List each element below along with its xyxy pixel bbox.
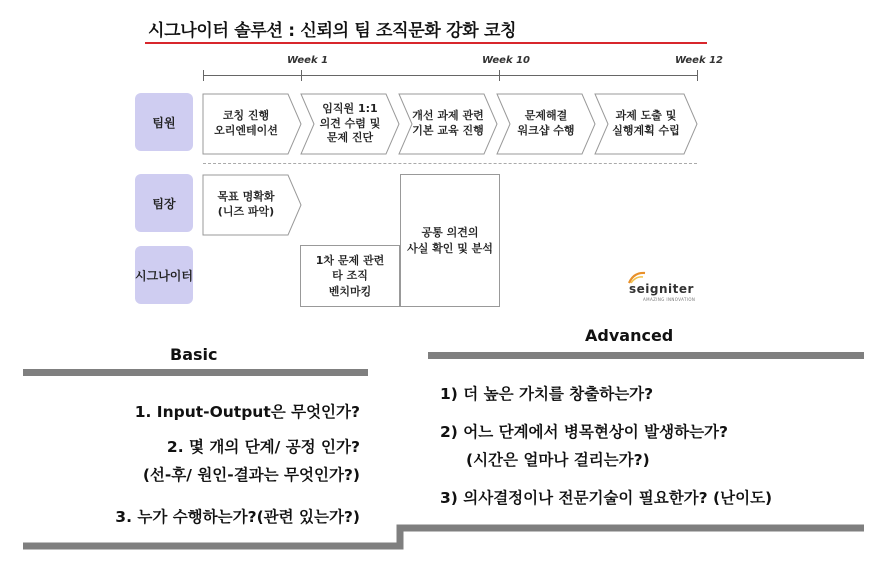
basic-item-3: 3. 누가 수행하는가?(관련 있는가?) xyxy=(115,508,360,526)
week-label-1: Week 1 xyxy=(287,55,329,66)
advanced-item-2-sub: (시간은 얼마나 걸리는가?) xyxy=(466,451,650,469)
role-signiter: 시그나이터 xyxy=(135,246,193,304)
advanced-heading: Advanced xyxy=(585,326,674,345)
advanced-item-2: 2) 어느 단계에서 병목현상이 발생하는가? xyxy=(440,423,729,441)
member-step-5-label: 과제 도출 및 실행계획 수립 xyxy=(612,109,680,137)
member-step-1-label: 코칭 진행 오리엔테이션 xyxy=(214,109,278,137)
week-label-12: Week 12 xyxy=(675,55,724,66)
signiter-step: 1차 문제 관련 타 조직 벤치마킹 xyxy=(300,245,400,307)
logo-name: seigniter xyxy=(629,282,694,296)
member-step-4-label: 문제해결 워크샵 수행 xyxy=(517,109,575,137)
role-members: 팀원 xyxy=(135,93,193,151)
logo-tagline: AMAZING INNOVATION xyxy=(643,297,696,302)
basic-item-1: 1. Input-Output은 무엇인가? xyxy=(134,403,360,421)
page-title: 시그나이터 솔루션 : 신뢰의 팀 조직문화 강화 코칭 xyxy=(148,21,517,41)
week-label-10: Week 10 xyxy=(482,55,531,66)
leader-step-label: 목표 명확화 (니즈 파악) xyxy=(217,190,275,218)
basic-item-2: 2. 몇 개의 단계/ 공정 인가? xyxy=(166,438,360,456)
member-step-2-label: 임직원 1:1 의견 수렴 및 문제 진단 xyxy=(319,101,381,145)
member-step-3-label: 개선 과제 관련 기본 교육 진행 xyxy=(412,109,484,137)
basic-item-2-sub: (선-후/ 원인-결과는 무엇인가?) xyxy=(142,466,360,484)
basic-heading: Basic xyxy=(170,345,218,364)
role-leader: 팀장 xyxy=(135,174,193,232)
advanced-item-1: 1) 더 높은 가치를 창출하는가? xyxy=(440,385,654,403)
advanced-item-3: 3) 의사결정이나 전문기술이 필요한가? (난이도) xyxy=(440,489,773,507)
shared-step: 공통 의견의 사실 확인 및 분석 xyxy=(400,174,500,307)
